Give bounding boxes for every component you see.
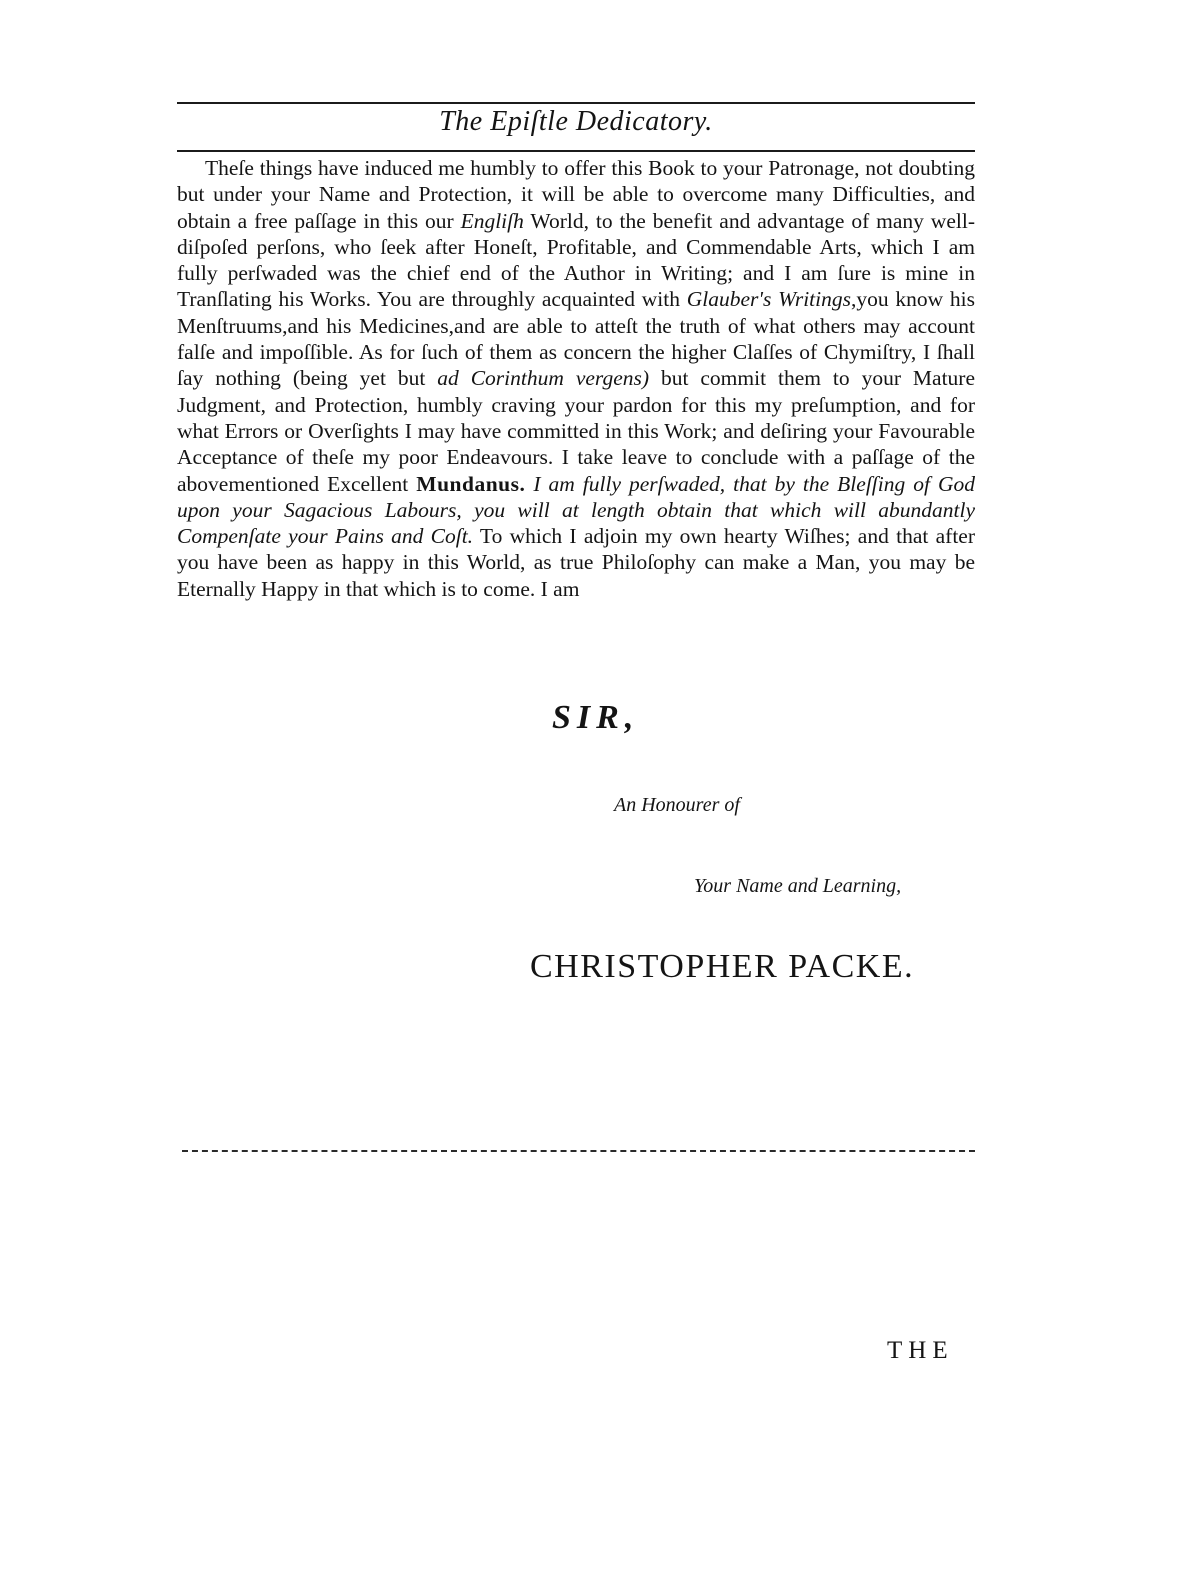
paragraph-text-3: ,you know his Menſtruums,and his Medicines,and are able to atteſt the truth of what others may account falſe and impoſſible. As for ſuch of them as concern the higher Claſſes of Chymiſtry, I ſhall ſay nothing (being yet but — [177, 287, 975, 391]
paragraph-text-1: Theſe things have induced me humbly to offer this Book to your Patronage, not doubting but under your Name and Protection, it will be able to overcome many Difficulties, and obtain a free paſſage in this our — [177, 156, 975, 233]
dedication-paragraph — [177, 155, 975, 602]
top-rule — [177, 102, 975, 104]
paragraph-text-4: but commit them to your Mature Judgment, and Protection, humbly craving your pardon for this my preſumption, and for what Errors or Overſights I may have committed in this Work; and deſiring your Favourable Acceptance of theſe my poor Endeavours. I take leave to conclude with a paſſage of the abovementioned Excellent — [177, 366, 975, 496]
signature-name: CHRISTOPHER PACKE. — [530, 948, 915, 985]
name-and-learning-line: Your Name and Learning, — [694, 875, 902, 897]
catchword: THE — [887, 1337, 954, 1364]
paragraph-text-5: To which I adjoin my own hearty Wiſhes; and that after you have been as happy in this World, as true Philoſophy can make a Man, you may be Eternally Happy in that which is to come. I am — [177, 524, 975, 601]
bottom-rule — [182, 1150, 975, 1152]
italic-glauber-writings: Glauber's Writings — [686, 287, 851, 312]
italic-latin-phrase: ad Corinthum vergens) — [437, 366, 650, 391]
title-underline-rule — [177, 150, 975, 152]
italic-english: Engliſh — [460, 208, 524, 233]
running-head: The Epiſtle Dedicatory. — [439, 106, 713, 137]
paragraph-text-2: World, to the benefit and advantage of many well-diſpoſed perſons, who ſeek after Honeſt, Profitable, and Commendable Arts, which I am fully perſwaded was the chief end of the Author in Writing; and I am ſure is mine in Tranſlating his Works. You are throughly acquainted with — [177, 208, 975, 312]
salutation: SIR, — [552, 699, 640, 736]
italic-quotation: I am fully perſwaded, that by the Bleſſing of God upon your Sagacious Labours, you will at length obtain that which will abundantly Compenſate your Pains and Coſt. — [177, 471, 975, 549]
blackletter-mundanus: Mundanus. — [416, 471, 526, 496]
honourer-line: An Honourer of — [614, 794, 740, 816]
